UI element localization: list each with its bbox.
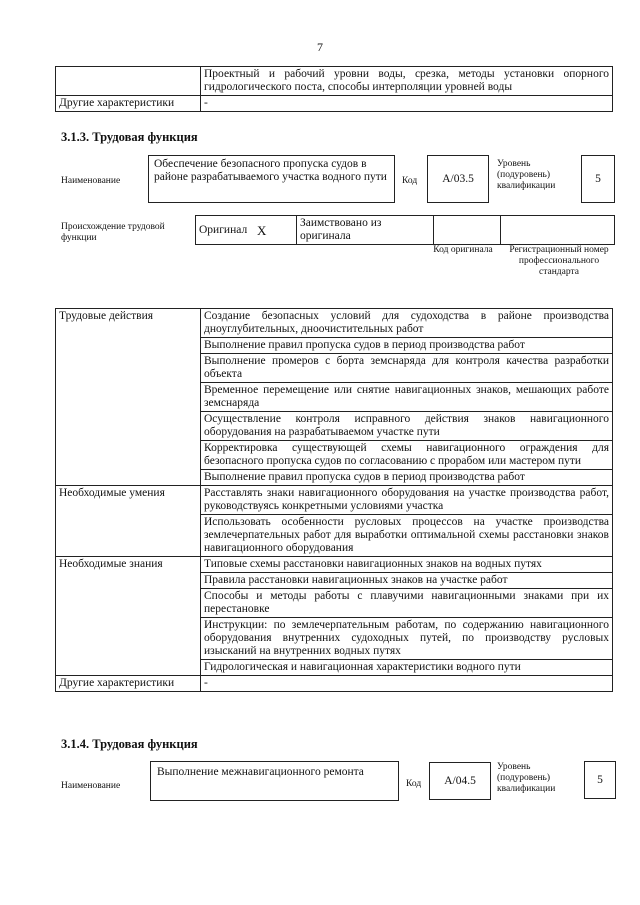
- section-314-level-box: [584, 761, 616, 799]
- knowledge-item: Способы и методы работы с плавучими навигационными знаками при их перестановке: [201, 589, 613, 618]
- section-313-code-value: A/03.5: [442, 173, 474, 185]
- original-label: Оригинал: [196, 216, 255, 245]
- top-table-row1-text: Проектный и рабочий уровни воды, срезка, методы установки опорного гидрологического поста, способы интерполяции уровней воды: [201, 67, 613, 96]
- section-313-origin-label: Происхождение трудовой функции: [61, 222, 165, 243]
- section-314-name-box: [150, 761, 399, 801]
- section-314-name-label: Наименование: [61, 781, 121, 791]
- section-314-code-value: A/04.5: [444, 775, 476, 787]
- section-313-level-value: 5: [595, 173, 601, 185]
- action-item: Выполнение промеров с борта земснаряда для контроля качества разработки объекта: [201, 354, 613, 383]
- other-label: Другие характеристики: [56, 676, 201, 692]
- other-value: -: [201, 676, 613, 692]
- reg-number-label: Регистрационный номер профессионального стандарта: [509, 245, 609, 277]
- actions-label: Трудовые действия: [56, 309, 201, 486]
- top-table-row2-value: -: [201, 96, 613, 112]
- section-313-name-label: Наименование: [61, 176, 121, 186]
- original-mark: X: [254, 216, 297, 245]
- knowledge-item: Типовые схемы расстановки навигационных знаков на водных путях: [201, 557, 613, 573]
- section-313-code-label: Код: [402, 176, 418, 186]
- section-314-level-value: 5: [597, 774, 603, 786]
- skill-item: Расставлять знаки навигационного оборудования на участке производства работ, руководствуясь конкретными условиями участка: [201, 486, 613, 515]
- section-313-level-label: Уровень (подуровень) квалификации: [497, 159, 556, 191]
- reg-number-cell: [501, 216, 615, 245]
- action-item: Осуществление контроля исправного действия знаков навигационного оборудования на разрабатываемом участке пути: [201, 412, 613, 441]
- main-table: [55, 308, 613, 692]
- section-313-heading: 3.1.3. Трудовая функция: [61, 130, 198, 144]
- section-313-code-box: [427, 155, 489, 203]
- knowledge-item: Правила расстановки навигационных знаков на участке работ: [201, 573, 613, 589]
- action-item: Выполнение правил пропуска судов в период производства работ: [201, 470, 613, 486]
- section-314-code-box: [429, 762, 491, 800]
- knowledge-item: Гидрологическая и навигационная характеристики водного пути: [201, 660, 613, 676]
- action-item: Выполнение правил пропуска судов в период производства работ: [201, 338, 613, 354]
- section-314-code-label: Код: [406, 779, 422, 789]
- section-313-origin-table: [195, 215, 615, 245]
- section-314-name-value: Выполнение межнавигационного ремонта: [157, 766, 364, 778]
- section-313-name-box: [148, 155, 395, 203]
- action-item: Корректировка существующей схемы навигационного ограждения для безопасного пропуска судов по согласованию с прорабом или мастером пути: [201, 441, 613, 470]
- borrowed-label: Заимствовано из оригинала: [297, 216, 434, 245]
- section-313-level-box: [581, 155, 615, 203]
- skill-item: Использовать особенности русловых процессов на участке производства землечерпательных работ для выработки оптимальной схемы расстановки знаков навигационного оборудования: [201, 515, 613, 557]
- knowledge-label: Необходимые знания: [56, 557, 201, 676]
- section-314-heading: 3.1.4. Трудовая функция: [61, 737, 198, 751]
- page-number: 7: [317, 40, 323, 54]
- top-table: [55, 66, 613, 112]
- action-item: Создание безопасных условий для судоходства в районе производства дноуглубительных, дноочистительных работ: [201, 309, 613, 338]
- top-table-empty-cell: [56, 67, 201, 96]
- action-item: Временное перемещение или снятие навигационных знаков, мешающих работе земснаряда: [201, 383, 613, 412]
- section-313-name-value: Обеспечение безопасного пропуска судов в районе разрабатываемого участка водного пути: [154, 158, 387, 183]
- code-original-label: Код оригинала: [433, 245, 493, 255]
- top-table-row2-label: Другие характеристики: [56, 96, 201, 112]
- skills-label: Необходимые умения: [56, 486, 201, 557]
- knowledge-item: Инструкции: по землечерпательным работам, по содержанию навигационного оборудования внутренних судоходных путей, по производству русловых изысканий на внутренних водных путях: [201, 618, 613, 660]
- code-original-cell: [434, 216, 501, 245]
- section-314-level-label: Уровень (подуровень) квалификации: [497, 762, 556, 794]
